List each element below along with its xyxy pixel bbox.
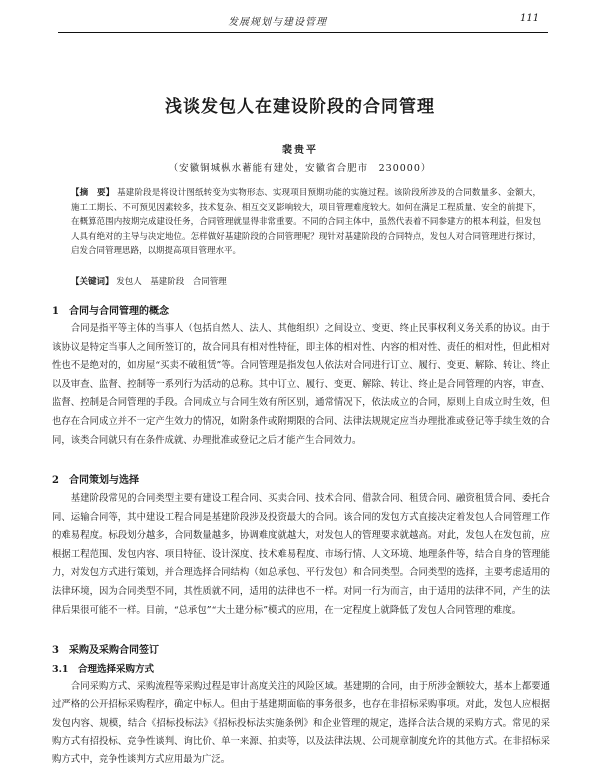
- keywords: [71, 275, 541, 289]
- article-title: 浅谈发包人在建设阶段的合同管理: [165, 97, 435, 117]
- keywords-label: 【关键词】: [71, 277, 114, 287]
- section-heading: 3 采购及采购合同签订: [52, 645, 159, 656]
- abstract: [71, 186, 541, 259]
- section-paragraph: 基建阶段常见的合同类型主要有建设工程合同、买卖合同、技术合同、借款合同、租赁合同、融资租赁合同、委托合同、运输合同等，其中建设工程合同是基建阶段涉及投资最大的合同。该合同的发包方式直接决定着发包人合同管理工作的难易程度。标段划分越多，合同数量越多，协调难度就越大，对发包人的管理要求就越高。对此，发包人在发包前，应根据工程范围、发包内容、项目特征、设计深度、技术难易程度、市场行情、人文环境、地理条件等，结合自身的管理能力，对发包方式进行策划，并合理选择合同结构（如总承包、平行发包）和合同类型。合同类型的选择，主要考虑适用的法律环境，因为合同类型不同，其性质就不同，适用的法律也不一样。对同一行为而言，由于适用的法律不同，产生的法律后果很可能不一样。目前，“总承包”“大土建分标”模式的应用，在一定程度上就降低了发包人合同管理的难度。: [52, 493, 550, 616]
- abstract-text: 基建阶段是将设计图纸转变为实物形态、实现项目预期功能的实施过程。该阶段所涉及的合同数量多、金额大，施工工期长、不可预见因素较多，技术复杂、相互交叉影响较大，项目管理难度较大。如何在满足工程质量、安全的前提下，在概算范围内按期完成建设任务，合同管理就显得非常重要。不同的合同主体中，虽然代表着不同参建方的根本利益，但发包人具有绝对的主导与决定地位。怎样做好基建阶段的合同管理呢？现针对基建阶段的合同特点，发包人对合同管理进行探讨，启发合同管理思路，以期提高项目管理水平。: [71, 188, 541, 256]
- running-header: [0, 0, 600, 40]
- subsection-heading: 3.1 合理选择采购方式: [52, 664, 155, 675]
- keywords-text: 发包人 基建阶段 合同管理: [116, 277, 227, 287]
- journal-title: 发展规划与建设管理: [228, 17, 327, 28]
- affiliation: （安徽铜城枞水蓄能有建处，安徽省合肥市 230000）: [168, 163, 432, 174]
- abstract-label: 【摘 要】: [71, 188, 115, 198]
- section-paragraph: 合同采购方式、采购流程等采购过程是审计高度关注的风险区域。基建期的合同，由于所涉金额较大，基本上都要通过严格的公开招标采购程序，确定中标人。但由于基建期面临的事务很多，也存在非招标采购事项。对此，发包人应根据发包内容、规模，结合《招标投标法》《招标投标法实施条例》和企业管理的规定，选择合法合规的采购方式。常见的采购方式有招投标、竞争性谈判、询比价、单一来源、拍卖等，以及法律法规、公司规章制度允许的其他方式。在非招标采购方式中，竞争性谈判方式应用最为广泛。: [52, 681, 550, 766]
- author: 裴贵平: [282, 145, 318, 156]
- section-heading: 2 合同策划与选择: [52, 475, 139, 486]
- section-paragraph: 合同是指平等主体的当事人（包括自然人、法人、其他组织）之间设立、变更、终止民事权利义务关系的协议。由于该协议是特定当事人之间所签订的，故合同具有相对性特征，即主体的相对性、内容的相对性、责任的相对性，但此相对性也不是绝对的，如房屋“买卖不破租赁”等。合同管理是指发包人依法对合同进行订立、履行、变更、解除、转让、终止以及审查、监督、控制等一系列行为活动的总称。其中订立、履行、变更、解除、转让、终止是合同管理的内容，审查、监督、控制是合同管理的手段。合同成立与合同生效有所区别，通常情况下，依法成立的合同，原则上自成立时生效，但也存在合同成立并不一定产生效力的情况，如附条件或附期限的合同、法律法规规定应当办理批准或登记等手续生效的合同，该类合同就只有在条件成就、办理批准或登记之后才能产生合同效力。: [52, 323, 550, 446]
- header-rule: [58, 32, 548, 33]
- section-heading: 1 合同与合同管理的概念: [52, 306, 169, 317]
- page-number: 111: [520, 13, 540, 24]
